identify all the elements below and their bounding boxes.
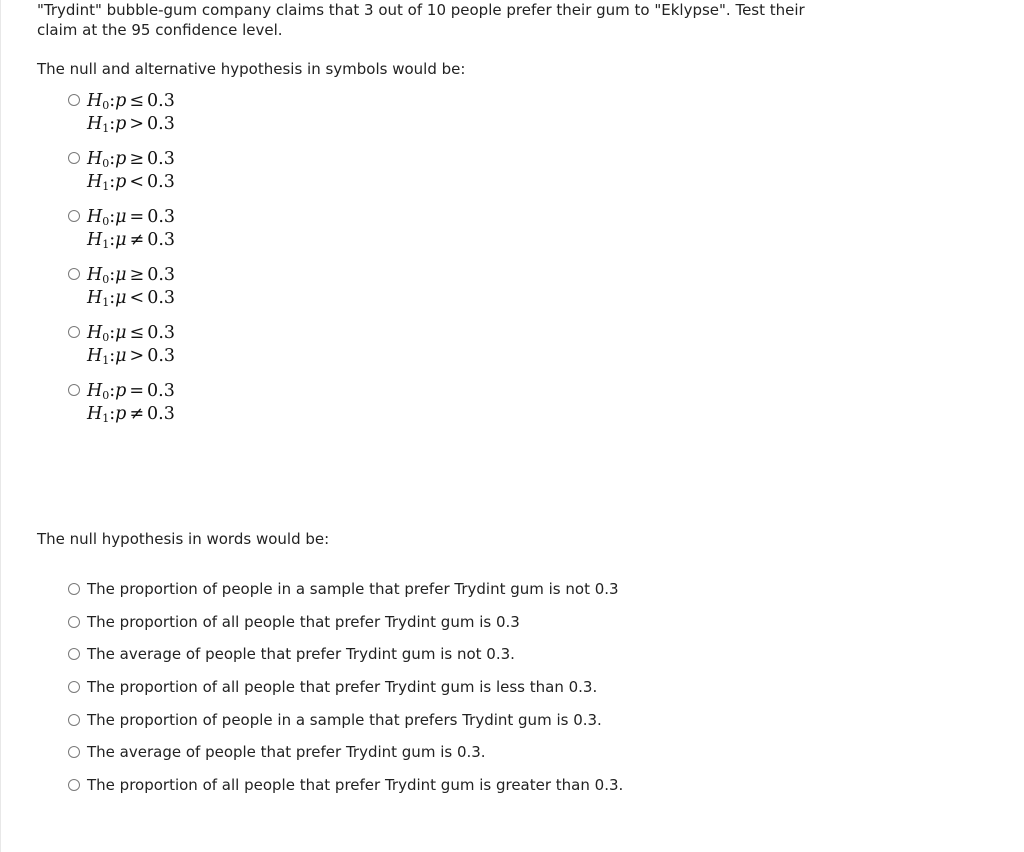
alternative-hypothesis: $H_1:\mu \ne 0.3$	[87, 230, 176, 251]
word-option[interactable]	[68, 774, 623, 807]
radio-button[interactable]	[68, 583, 80, 595]
alternative-hypothesis: $H_1:p > 0.3$	[87, 114, 175, 135]
null-hypothesis: $H_0:p \ge 0.3$	[87, 149, 175, 170]
word-option-label: The average of people that prefer Trydint gum is not 0.3.	[87, 645, 515, 664]
word-option-label: The proportion of all people that prefer Trydint gum is greater than 0.3.	[87, 776, 624, 795]
null-hypothesis: $H_0:p = 0.3$	[87, 381, 175, 402]
null-hypothesis: $H_0:\mu = 0.3$	[87, 207, 176, 228]
symbol-option[interactable]	[68, 206, 175, 264]
radio-button[interactable]	[68, 326, 80, 338]
question-prompt	[37, 0, 877, 40]
word-option-label: The proportion of all people that prefer Trydint gum is 0.3	[87, 612, 520, 631]
symbol-option[interactable]	[68, 322, 175, 380]
symbol-hypothesis-options	[68, 90, 175, 438]
radio-button[interactable]	[68, 210, 80, 222]
radio-button[interactable]	[68, 779, 80, 791]
hypothesis-pair	[87, 380, 175, 426]
word-option[interactable]	[68, 709, 623, 742]
null-hypothesis: $H_0:\mu \ge 0.3$	[87, 265, 176, 286]
symbol-option[interactable]	[68, 380, 175, 438]
question-line-1: "Trydint" bubble-gum company claims that 3 out of 10 people prefer their gum to "Eklypse". Test their	[37, 1, 805, 19]
symbols-section-label: The null and alternative hypothesis in symbols would be:	[37, 60, 466, 78]
word-option-label: The proportion of people in a sample that prefers Trydint gum is 0.3.	[87, 710, 602, 729]
word-option-label: The proportion of people in a sample that prefer Trydint gum is not 0.3	[87, 580, 619, 598]
null-hypothesis: $H_0:p \le 0.3$	[87, 91, 175, 112]
word-option-label: The proportion of all people that prefer Trydint gum is less than 0.3.	[87, 678, 598, 697]
radio-button[interactable]	[68, 681, 80, 693]
word-option[interactable]	[68, 578, 623, 611]
symbol-option[interactable]	[68, 90, 175, 148]
words-section-label: The null hypothesis in words would be:	[37, 530, 330, 548]
alternative-hypothesis: $H_1:p \ne 0.3$	[87, 404, 175, 425]
radio-button[interactable]	[68, 746, 80, 758]
alternative-hypothesis: $H_1:\mu > 0.3$	[87, 346, 176, 367]
radio-button[interactable]	[68, 384, 80, 396]
word-option-label: The average of people that prefer Trydint gum is 0.3.	[87, 743, 486, 762]
alternative-hypothesis: $H_1:\mu < 0.3$	[87, 288, 176, 309]
hypothesis-pair	[87, 322, 175, 368]
alternative-hypothesis: $H_1:p < 0.3$	[87, 172, 175, 193]
hypothesis-pair	[87, 206, 175, 252]
hypothesis-pair	[87, 90, 175, 136]
radio-button[interactable]	[68, 268, 80, 280]
radio-button[interactable]	[68, 714, 80, 726]
word-option[interactable]	[68, 676, 623, 709]
symbol-option[interactable]	[68, 264, 175, 322]
word-hypothesis-options	[68, 578, 623, 807]
word-option[interactable]	[68, 741, 623, 774]
symbol-option[interactable]	[68, 148, 175, 206]
hypothesis-pair	[87, 264, 175, 310]
radio-button[interactable]	[68, 94, 80, 106]
word-option[interactable]	[68, 611, 623, 644]
radio-button[interactable]	[68, 648, 80, 660]
radio-button[interactable]	[68, 616, 80, 628]
page-left-border	[0, 0, 1, 852]
null-hypothesis: $H_0:\mu \le 0.3$	[87, 323, 176, 344]
hypothesis-pair	[87, 148, 175, 194]
word-option[interactable]	[68, 643, 623, 676]
radio-button[interactable]	[68, 152, 80, 164]
question-line-2: claim at the 95 confidence level.	[37, 21, 283, 39]
